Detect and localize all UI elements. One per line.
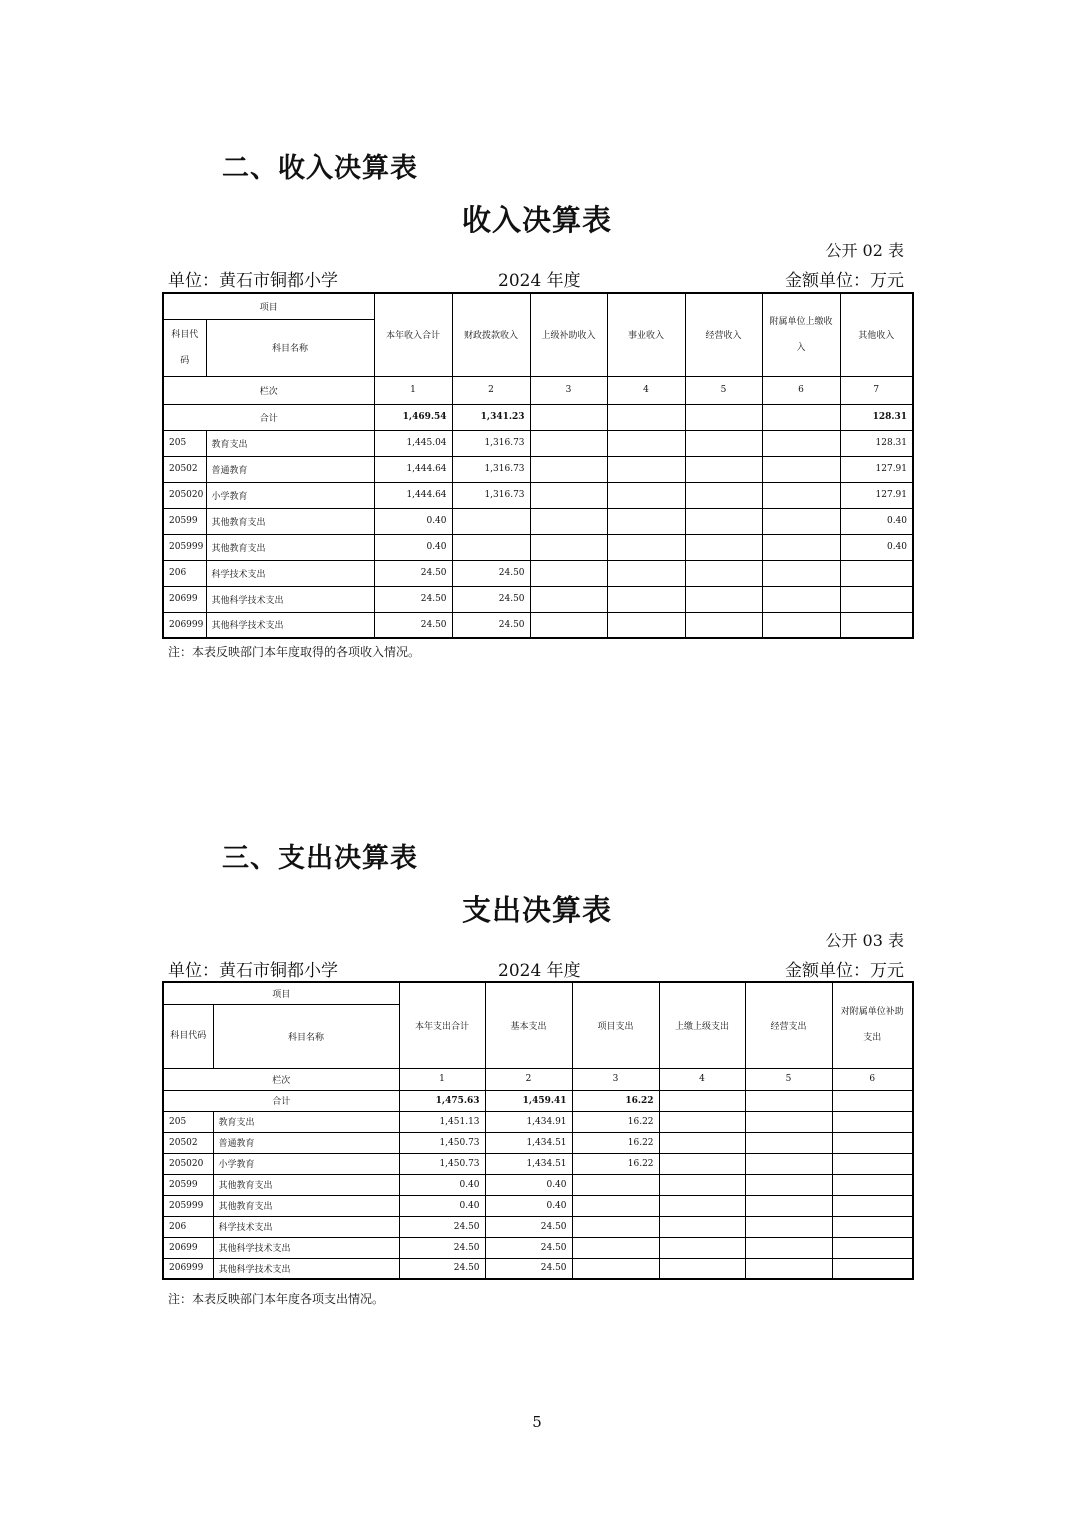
row-value (607, 430, 685, 456)
row-value: 24.50 (452, 560, 530, 586)
table-row (163, 1132, 913, 1153)
table-row (163, 1111, 913, 1132)
row-value (530, 586, 607, 612)
income-table-title: 收入决算表 (461, 203, 612, 237)
income-year: 2024 年度 (498, 271, 581, 291)
row-value (685, 456, 762, 482)
expense-header-col-1: 本年支出合计 (399, 982, 485, 1068)
row-code: 205999 (163, 534, 206, 560)
expense-col-num: 1 (399, 1068, 485, 1090)
row-code: 20502 (163, 456, 206, 482)
row-value: 16.22 (572, 1132, 659, 1153)
row-name: 其他教育支出 (206, 508, 374, 534)
row-value: 1,450.73 (399, 1132, 485, 1153)
row-value (832, 1237, 913, 1258)
row-value: 0.40 (840, 534, 913, 560)
row-value: 1,434.51 (485, 1132, 572, 1153)
income-total-cell (530, 404, 607, 430)
table-row (163, 1174, 913, 1195)
row-code: 20502 (163, 1132, 213, 1153)
income-header-col-2: 财政拨款收入 (452, 293, 530, 376)
row-value: 1,450.73 (399, 1153, 485, 1174)
expense-header-col-3: 项目支出 (572, 982, 659, 1068)
expense-note: 注：本表反映部门本年度各项支出情况。 (168, 1292, 385, 1306)
row-name: 其他科学技术支出 (213, 1237, 399, 1258)
row-value: 1,316.73 (452, 482, 530, 508)
row-value: 1,445.04 (374, 430, 452, 456)
expense-header-col-4: 上缴上级支出 (659, 982, 745, 1068)
expense-table-title: 支出决算表 (461, 893, 612, 927)
row-name: 科学技术支出 (213, 1216, 399, 1237)
row-value (685, 612, 762, 638)
row-value (530, 456, 607, 482)
expense-form-number: 公开 03 表 (825, 931, 904, 950)
row-code: 206 (163, 560, 206, 586)
expense-col-num: 2 (485, 1068, 572, 1090)
row-name: 普通教育 (206, 456, 374, 482)
income-total-cell (762, 404, 840, 430)
row-value (762, 586, 840, 612)
expense-total-cell: 1,459.41 (485, 1090, 572, 1111)
row-value (762, 430, 840, 456)
row-value: 1,316.73 (452, 430, 530, 456)
table-row (163, 612, 913, 638)
row-value: 127.91 (840, 456, 913, 482)
income-header-item: 项目 (163, 293, 374, 319)
income-section-heading: 二、收入决算表 (222, 153, 418, 184)
table-row (163, 456, 913, 482)
row-code: 205020 (163, 1153, 213, 1174)
income-header-col-1: 本年收入合计 (374, 293, 452, 376)
row-value (659, 1153, 745, 1174)
row-code: 205020 (163, 482, 206, 508)
row-value: 24.50 (374, 612, 452, 638)
income-unit: 单位：黄石市铜都小学 (168, 271, 338, 291)
row-name: 教育支出 (213, 1111, 399, 1132)
row-value (607, 456, 685, 482)
expense-total-cell (659, 1090, 745, 1111)
row-value (607, 534, 685, 560)
row-value (607, 482, 685, 508)
income-form-number: 公开 02 表 (825, 241, 904, 260)
row-value: 0.40 (399, 1195, 485, 1216)
income-header-code: 科目代码 (163, 319, 206, 376)
expense-header-col-6: 对附属单位补助支出 (832, 982, 913, 1068)
row-value: 24.50 (399, 1258, 485, 1279)
row-value (745, 1132, 832, 1153)
row-value: 1,434.51 (485, 1153, 572, 1174)
row-name: 普通教育 (213, 1132, 399, 1153)
row-value (685, 534, 762, 560)
income-header-col-6: 附属单位上缴收入 (762, 293, 840, 376)
income-note: 注：本表反映部门本年度取得的各项收入情况。 (168, 645, 421, 659)
row-value (762, 534, 840, 560)
row-name: 其他科学技术支出 (213, 1258, 399, 1279)
row-value (745, 1153, 832, 1174)
expense-total-cell (745, 1090, 832, 1111)
row-name: 其他教育支出 (213, 1195, 399, 1216)
income-header-col-4: 事业收入 (607, 293, 685, 376)
row-value (452, 534, 530, 560)
income-header-col-7: 其他收入 (840, 293, 913, 376)
row-value (832, 1111, 913, 1132)
row-value (659, 1216, 745, 1237)
row-value (530, 612, 607, 638)
table-row (163, 586, 913, 612)
row-value (840, 560, 913, 586)
income-total-cell: 1,341.23 (452, 404, 530, 430)
table-row (163, 1237, 913, 1258)
row-value: 1,451.13 (399, 1111, 485, 1132)
row-value (607, 612, 685, 638)
row-value (530, 430, 607, 456)
row-name: 教育支出 (206, 430, 374, 456)
row-value (572, 1216, 659, 1237)
row-value: 127.91 (840, 482, 913, 508)
row-value: 24.50 (485, 1216, 572, 1237)
row-value (745, 1237, 832, 1258)
expense-col-num: 4 (659, 1068, 745, 1090)
row-name: 其他教育支出 (213, 1174, 399, 1195)
income-row-label: 栏次 (163, 376, 374, 404)
income-header-name: 科目名称 (206, 319, 374, 376)
expense-table (162, 981, 914, 1280)
expense-header-col-5: 经营支出 (745, 982, 832, 1068)
row-value (659, 1195, 745, 1216)
row-name: 其他科学技术支出 (206, 612, 374, 638)
row-value (762, 560, 840, 586)
table-row (163, 1195, 913, 1216)
expense-header-code: 科目代码 (163, 1004, 213, 1068)
table-row (163, 534, 913, 560)
row-value: 24.50 (399, 1237, 485, 1258)
income-col-num: 5 (685, 376, 762, 404)
row-code: 206999 (163, 1258, 213, 1279)
table-row (163, 1216, 913, 1237)
row-value (530, 482, 607, 508)
row-code: 206 (163, 1216, 213, 1237)
row-value (659, 1111, 745, 1132)
row-value: 24.50 (485, 1258, 572, 1279)
expense-header-name: 科目名称 (213, 1004, 399, 1068)
income-total-cell: 1,469.54 (374, 404, 452, 430)
row-value (659, 1258, 745, 1279)
row-code: 20699 (163, 1237, 213, 1258)
income-col-num: 3 (530, 376, 607, 404)
expense-total-row (163, 1090, 913, 1111)
row-value: 0.40 (374, 534, 452, 560)
expense-year: 2024 年度 (498, 961, 581, 981)
row-value (659, 1132, 745, 1153)
expense-amount-unit: 金额单位：万元 (785, 961, 904, 981)
row-value (840, 612, 913, 638)
row-value (685, 430, 762, 456)
row-value (452, 508, 530, 534)
row-value (530, 534, 607, 560)
row-value: 24.50 (452, 586, 530, 612)
row-code: 205999 (163, 1195, 213, 1216)
table-row (163, 508, 913, 534)
expense-total-cell (832, 1090, 913, 1111)
row-value: 16.22 (572, 1111, 659, 1132)
row-value (607, 560, 685, 586)
row-code: 20699 (163, 586, 206, 612)
income-amount-unit: 金额单位：万元 (785, 271, 904, 291)
row-value (745, 1258, 832, 1279)
row-name: 小学教育 (206, 482, 374, 508)
row-name: 科学技术支出 (206, 560, 374, 586)
row-value: 0.40 (374, 508, 452, 534)
income-col-num: 7 (840, 376, 913, 404)
row-value: 24.50 (485, 1237, 572, 1258)
income-header-col-5: 经营收入 (685, 293, 762, 376)
row-value (530, 508, 607, 534)
row-value (762, 508, 840, 534)
row-value (572, 1174, 659, 1195)
row-value (607, 508, 685, 534)
row-value (659, 1237, 745, 1258)
income-header-col-3: 上级补助收入 (530, 293, 607, 376)
table-row (163, 560, 913, 586)
expense-header-col-2: 基本支出 (485, 982, 572, 1068)
row-value (745, 1195, 832, 1216)
row-value (832, 1258, 913, 1279)
row-value: 128.31 (840, 430, 913, 456)
income-total-cell (607, 404, 685, 430)
row-value (762, 612, 840, 638)
income-col-num: 6 (762, 376, 840, 404)
row-value: 1,316.73 (452, 456, 530, 482)
expense-col-num: 3 (572, 1068, 659, 1090)
row-value (659, 1174, 745, 1195)
row-value (685, 508, 762, 534)
table-row (163, 430, 913, 456)
row-value (745, 1111, 832, 1132)
row-code: 205 (163, 430, 206, 456)
row-value: 0.40 (840, 508, 913, 534)
row-name: 其他教育支出 (206, 534, 374, 560)
row-value (832, 1216, 913, 1237)
income-total-label: 合计 (163, 404, 374, 430)
row-value (745, 1174, 832, 1195)
row-value (840, 586, 913, 612)
income-total-cell (685, 404, 762, 430)
income-total-cell: 128.31 (840, 404, 913, 430)
expense-col-num: 5 (745, 1068, 832, 1090)
row-value: 0.40 (485, 1174, 572, 1195)
income-col-num: 1 (374, 376, 452, 404)
row-value (685, 586, 762, 612)
expense-unit: 单位：黄石市铜都小学 (168, 961, 338, 981)
row-value: 24.50 (374, 586, 452, 612)
income-table (162, 292, 914, 639)
row-name: 小学教育 (213, 1153, 399, 1174)
expense-header-item: 项目 (163, 982, 399, 1004)
row-value (832, 1153, 913, 1174)
expense-col-num: 6 (832, 1068, 913, 1090)
expense-total-cell: 16.22 (572, 1090, 659, 1111)
row-value: 24.50 (399, 1216, 485, 1237)
row-value (685, 560, 762, 586)
income-col-num: 4 (607, 376, 685, 404)
row-value (530, 560, 607, 586)
row-value (607, 586, 685, 612)
row-code: 205 (163, 1111, 213, 1132)
row-value (745, 1216, 832, 1237)
income-total-row (163, 404, 913, 430)
row-value (832, 1132, 913, 1153)
row-value: 16.22 (572, 1153, 659, 1174)
row-value (762, 456, 840, 482)
row-code: 206999 (163, 612, 206, 638)
table-row (163, 1258, 913, 1279)
page-number: 5 (532, 1413, 542, 1431)
row-value: 1,444.64 (374, 456, 452, 482)
row-value (572, 1258, 659, 1279)
expense-total-label: 合计 (163, 1090, 399, 1111)
row-value (572, 1237, 659, 1258)
row-value: 1,434.91 (485, 1111, 572, 1132)
row-code: 20599 (163, 1174, 213, 1195)
row-value: 0.40 (399, 1174, 485, 1195)
expense-total-cell: 1,475.63 (399, 1090, 485, 1111)
row-name: 其他科学技术支出 (206, 586, 374, 612)
expense-row-label: 栏次 (163, 1068, 399, 1090)
row-value: 24.50 (374, 560, 452, 586)
row-value: 0.40 (485, 1195, 572, 1216)
row-value: 1,444.64 (374, 482, 452, 508)
row-value (762, 482, 840, 508)
row-value (572, 1195, 659, 1216)
income-col-num: 2 (452, 376, 530, 404)
row-value (832, 1174, 913, 1195)
row-code: 20599 (163, 508, 206, 534)
row-value: 24.50 (452, 612, 530, 638)
row-value (832, 1195, 913, 1216)
table-row (163, 1153, 913, 1174)
table-row (163, 482, 913, 508)
expense-section-heading: 三、支出决算表 (222, 843, 418, 874)
row-value (685, 482, 762, 508)
